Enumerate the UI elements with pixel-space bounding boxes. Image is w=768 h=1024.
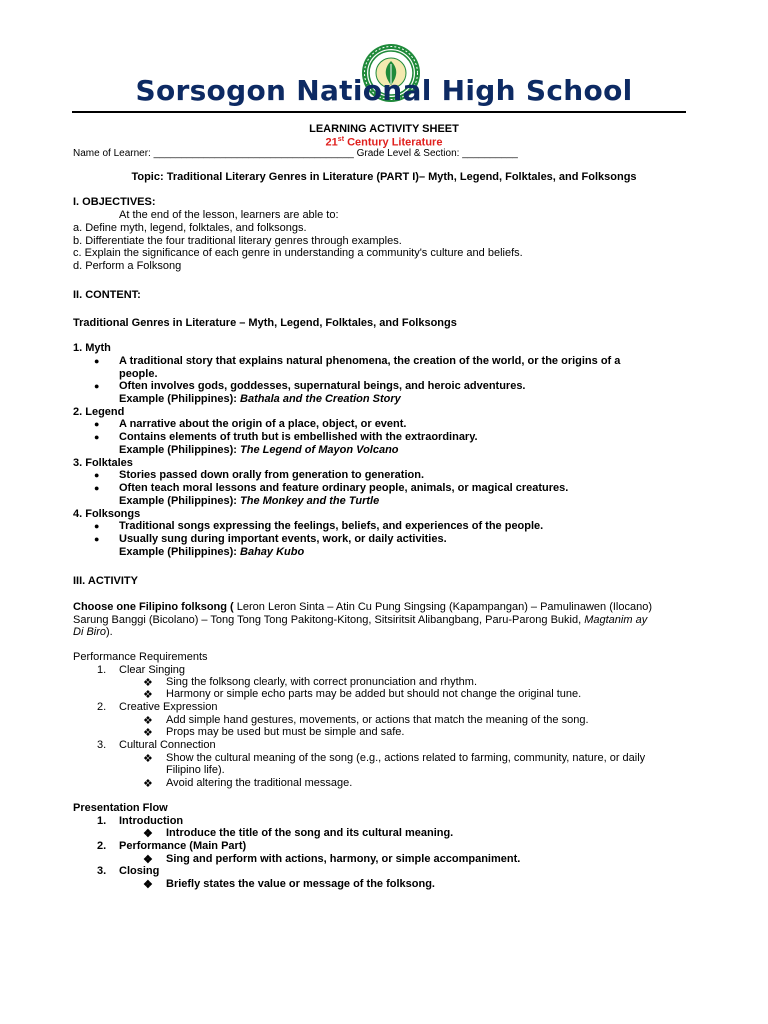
requirement-number: 1.	[97, 664, 107, 676]
requirement-number: 2.	[97, 701, 107, 713]
genre-example	[119, 546, 304, 558]
school-name: Sorsogon National High School	[135, 74, 633, 107]
bullet-icon: ●	[94, 470, 100, 480]
genre-title: 4. Folksongs	[73, 508, 141, 520]
subject-post: Century Literature	[344, 136, 443, 149]
genre-point: Stories passed down orally from generation to generation.	[119, 469, 424, 481]
flow-item: Sing and perform with actions, harmony, or simple accompaniment.	[166, 853, 521, 865]
bullet-icon: ●	[94, 432, 100, 442]
genre-point-cont: people.	[119, 368, 158, 380]
requirement-item: Show the cultural meaning of the song (e.g., actions related to farming, community, nature, or daily	[166, 752, 646, 764]
bullet-icon: ●	[94, 419, 100, 429]
requirement-item: Harmony or simple echo parts may be added but should not change the original tune.	[166, 688, 582, 700]
genre-point: A traditional story that explains natural phenomena, the creation of the world, or the origins of a	[119, 355, 621, 367]
genre-title: 2. Legend	[73, 406, 125, 418]
requirement-item: Sing the folksong clearly, with correct pronunciation and rhythm.	[166, 676, 478, 688]
choose-songs-1: Leron Leron Sinta – Atin Cu Pung Singsing (Kapampangan) – Pamulinawen (Ilocano)	[236, 601, 652, 613]
flow-item: Briefly states the value or message of the folksong.	[166, 878, 435, 890]
flow-title: Performance (Main Part)	[119, 840, 247, 852]
choose-bold: Choose one Filipino folksong (	[73, 601, 237, 613]
flow-title: Closing	[119, 865, 160, 877]
requirement-title: Creative Expression	[119, 701, 218, 713]
bullet-icon: ●	[94, 381, 100, 391]
requirement-item: Add simple hand gestures, movements, or actions that match the meaning of the song.	[166, 714, 589, 726]
objectives-intro: At the end of the lesson, learners are able to:	[119, 209, 339, 221]
diamond-icon: ❖	[143, 828, 153, 840]
diamond-icon: ❖	[143, 778, 153, 790]
content-heading: II. CONTENT:	[73, 289, 141, 301]
content-subheading: Traditional Genres in Literature – Myth, Legend, Folktales, and Folksongs	[73, 317, 457, 329]
diamond-icon: ❖	[143, 879, 153, 891]
choose-line-1	[73, 601, 652, 613]
example-title: Bathala and the Creation Story	[240, 393, 401, 405]
activity-heading: III. ACTIVITY	[73, 575, 138, 587]
genre-title: 1. Myth	[73, 342, 111, 354]
flow-heading: Presentation Flow	[73, 802, 168, 814]
sheet-title: LEARNING ACTIVITY SHEET	[309, 123, 459, 135]
genre-example	[119, 444, 399, 456]
bullet-icon: ●	[94, 356, 100, 366]
genre-example	[119, 495, 379, 507]
diamond-icon: ❖	[143, 753, 153, 765]
requirement-item: Props may be used but must be simple and safe.	[166, 726, 405, 738]
example-title: Bahay Kubo	[240, 546, 305, 558]
bullet-icon: ●	[94, 483, 100, 493]
performance-heading: Performance Requirements	[73, 651, 208, 663]
flow-number: 1.	[97, 815, 107, 827]
example-label: Example (Philippines):	[119, 495, 241, 507]
example-title: The Legend of Mayon Volcano	[240, 444, 399, 456]
genre-point: A narrative about the origin of a place, object, or event.	[119, 418, 407, 430]
diamond-icon: ❖	[143, 715, 153, 727]
subject-title	[0, 136, 768, 149]
diamond-icon: ❖	[143, 727, 153, 739]
requirement-number: 3.	[97, 739, 107, 751]
diamond-icon: ❖	[143, 854, 153, 866]
flow-number: 2.	[97, 840, 107, 852]
example-title: The Monkey and the Turtle	[240, 495, 380, 507]
diamond-icon: ❖	[143, 677, 153, 689]
subject-sup: st	[337, 136, 345, 143]
header-rule	[72, 111, 686, 113]
choose-italic-1: Magtanim ay	[584, 614, 648, 626]
bullet-icon: ●	[94, 521, 100, 531]
choose-end: ).	[106, 626, 113, 638]
objective-item: c. Explain the significance of each genre in understanding a community's culture and beliefs.	[73, 247, 523, 259]
genre-point: Usually sung during important events, work, or daily activities.	[119, 533, 447, 545]
objectives-heading: I. OBJECTIVES:	[73, 196, 156, 208]
objective-item: b. Differentiate the four traditional literary genres through examples.	[73, 235, 402, 247]
objective-item: d. Perform a Folksong	[73, 260, 182, 272]
requirement-title: Cultural Connection	[119, 739, 216, 751]
example-label: Example (Philippines):	[119, 546, 241, 558]
flow-number: 3.	[97, 865, 107, 877]
flow-item: Introduce the title of the song and its cultural meaning.	[166, 827, 454, 839]
requirement-title: Clear Singing	[119, 664, 186, 676]
subject-pre: 21	[325, 136, 338, 149]
genre-title: 3. Folktales	[73, 457, 133, 469]
genre-example	[119, 393, 401, 405]
diamond-icon: ❖	[143, 689, 153, 701]
choose-line-3	[73, 626, 113, 638]
genre-point: Traditional songs expressing the feelings, beliefs, and experiences of the people.	[119, 520, 544, 532]
genre-point: Contains elements of truth but is embellished with the extraordinary.	[119, 431, 478, 443]
requirement-item-cont: Filipino life).	[166, 764, 225, 776]
choose-songs-2: Sarung Banggi (Bicolano) – Tong Tong Tong Pakitong-Kitong, Sitsiritsit Alibangbang, Paru-Parong Bukid,	[73, 614, 585, 626]
genre-point: Often teach moral lessons and feature ordinary people, animals, or magical creatures.	[119, 482, 569, 494]
bullet-icon: ●	[94, 534, 100, 544]
example-label: Example (Philippines):	[119, 444, 241, 456]
example-label: Example (Philippines):	[119, 393, 241, 405]
learner-line: Name of Learner: ____________________________________ Grade Level & Section: __________	[73, 148, 518, 159]
objective-item: a. Define myth, legend, folktales, and folksongs.	[73, 222, 307, 234]
genre-point: Often involves gods, goddesses, supernatural beings, and heroic adventures.	[119, 380, 526, 392]
flow-title: Introduction	[119, 815, 184, 827]
choose-italic-2: Di Biro	[73, 626, 107, 638]
topic-line: Topic: Traditional Literary Genres in Literature (PART I)– Myth, Legend, Folktales, and Folksongs	[131, 171, 637, 183]
requirement-item: Avoid altering the traditional message.	[166, 777, 353, 789]
choose-line-2	[73, 614, 647, 626]
